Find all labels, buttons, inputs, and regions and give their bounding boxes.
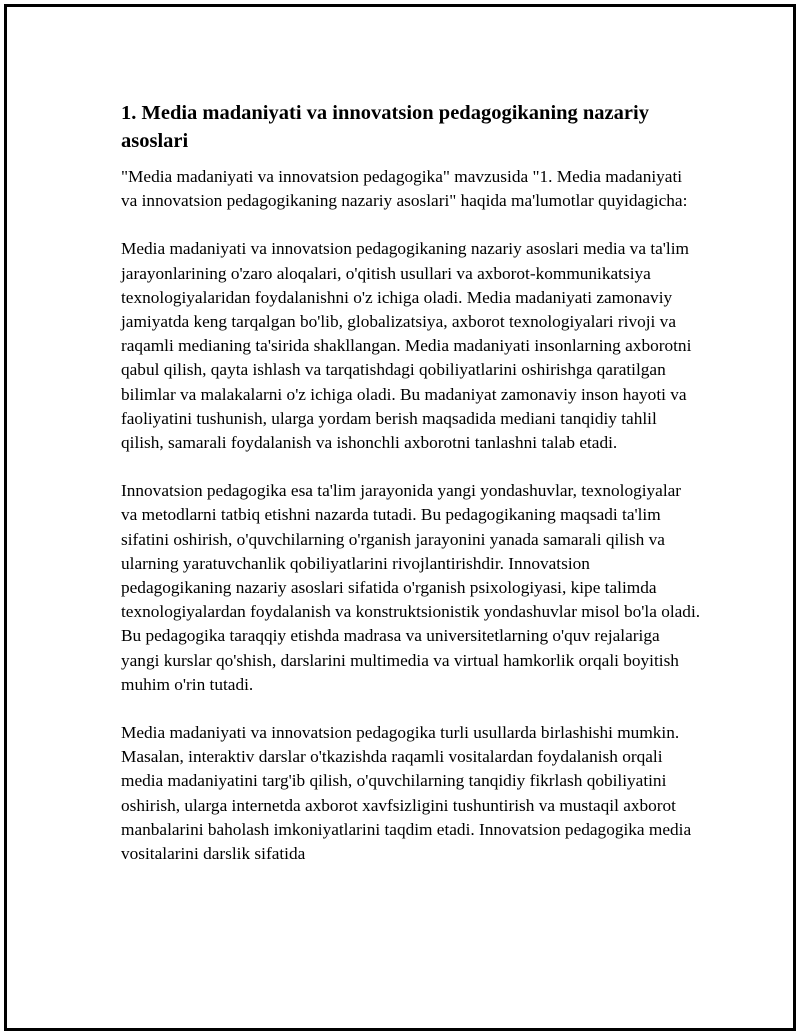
media-culture-paragraph: Media madaniyati va innovatsion pedagogikaning nazariy asoslari media va ta'lim jarayonlarining o'zaro aloqalari, o'qitish usullari va axborot-kommunikatsiya texnologiyalaridan foydalanishni o'z ichiga oladi. Media madaniyati zamonaviy jamiyatda keng tarqalgan bo'lib, globalizatsiya, axborot texnologiyalari rivoji va raqamli medianing ta'sirida shakllangan. Media madaniyati insonlarning axborotni qabul qilish, qayta ishlash va tarqatishdagi qobiliyatlarini oshirishga qaratilgan bilimlar va malakalarni o'z ichiga oladi. Bu madaniyat zamonaviy inson hayoti va faoliyatini tushunish, ularga yordam berish maqsadida mediani tanqidiy tahlil qilish, samarali foydalanish va ishonchli axborotni tanlashni talab etadi. <box>121 239 692 453</box>
innovative-pedagogy-paragraph: Innovatsion pedagogika esa ta'lim jarayonida yangi yondashuvlar, texnologiyalar va metodlarni tatbiq etishni nazarda tutadi. Bu pedagogikaning maqsadi ta'lim sifatini oshirish, o'quvchilarning o'rganish jarayonini yanada samarali qilish va ularning yaratuvchanlik qobiliyatlarini rivojlantirishdir. Innovatsion pedagogikaning nazariy asoslari sifatida o'rganish psixologiyasi, kipe talimda texnologiyalardan foydalanish va konstruktsionistik yondashuvlar misol bo'la oladi. Bu pedagogika taraqqiy etishda madrasa va universitetlarning o'quv rejalariga yangi kurslar qo'shish, darslarini multimedia va virtual hamkorlik orqali boyitish muhim o'rin tutadi. <box>121 481 701 694</box>
integration-paragraph: Media madaniyati va innovatsion pedagogika turli usullarda birlashishi mumkin. Masalan, interaktiv darslar o'tkazishda raqamli vositalardan foydalanish orqali media madaniyatini targ'ib qilish, o'quvchilarning tanqidiy fikrlash qobiliyatini oshirish, ularga internetda axborot xavfsizligini tushuntirish va mustaqil axborot manbalarini baholash imkoniyatlarini taqdim etadi. Innovatsion pedagogika media vositalarini darslik sifatida <box>121 723 692 864</box>
document-content <box>121 99 701 890</box>
section-heading: 1. Media madaniyati va innovatsion pedagogikaning nazariy asoslari <box>121 102 649 152</box>
page-frame <box>4 4 796 1031</box>
intro-paragraph: "Media madaniyati va innovatsion pedagogika" mavzusida "1. Media madaniyati va innovatsion pedagogikaning nazariy asoslari" haqida ma'lumotlar quyidagicha: <box>121 167 688 211</box>
